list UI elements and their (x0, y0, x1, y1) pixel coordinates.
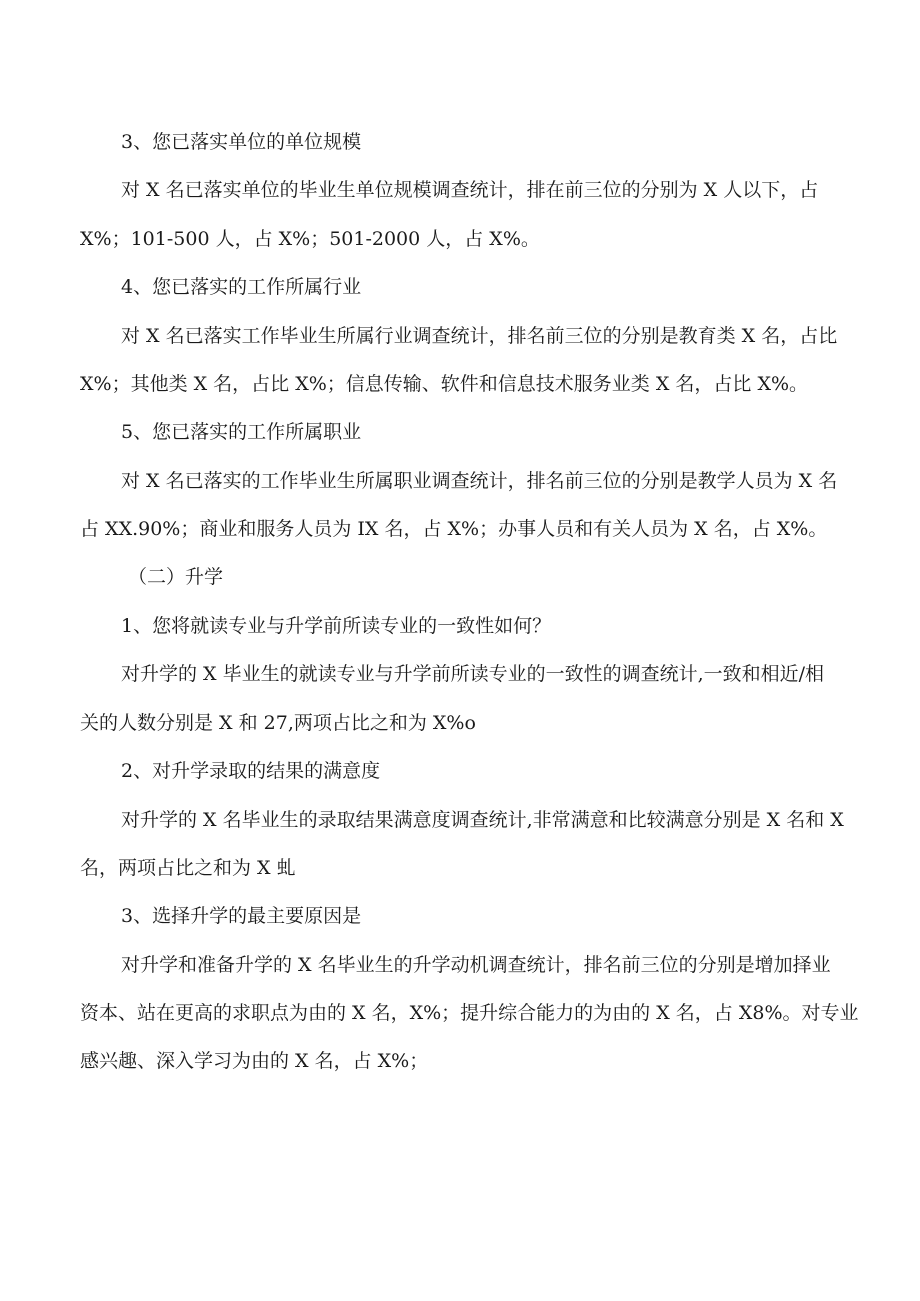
paragraph-line: 对 X 名已落实工作毕业生所属行业调查统计，排名前三位的分别是教育类 X 名，占比 (121, 325, 838, 347)
paragraph-line: 名，两项占比之和为 X 虬 (80, 857, 296, 879)
heading-industry: 4、您已落实的工作所属行业 (121, 276, 362, 298)
heading-main-reason: 3、选择升学的最主要原因是 (121, 905, 362, 927)
paragraph-line: X%；101-500 人，占 X%；501-2000 人，占 X%。 (80, 228, 540, 250)
heading-admission-satisfaction: 2、对升学录取的结果的满意度 (121, 760, 381, 782)
paragraph-line: 对升学和准备升学的 X 名毕业生的升学动机调查统计，排名前三位的分别是增加择业 (121, 954, 831, 976)
paragraph-line: 资本、站在更高的求职点为由的 X 名，X%；提升综合能力的为由的 X 名，占 X8%。对专业 (80, 1002, 859, 1024)
paragraph-line: 对升学的 X 毕业生的就读专业与升学前所读专业的一致性的调查统计,一致和相近/相 (121, 663, 825, 685)
paragraph-line: 对升学的 X 名毕业生的录取结果满意度调查统计,非常满意和比较满意分别是 X 名和 X (121, 809, 844, 831)
paragraph-line: 对 X 名已落实单位的毕业生单位规模调查统计，排在前三位的分别为 X 人以下，占 (121, 179, 819, 201)
paragraph-line: 对 X 名已落实的工作毕业生所属职业调查统计，排名前三位的分别是教学人员为 X 名 (121, 470, 838, 492)
paragraph-line: 关的人数分别是 X 和 27,两项占比之和为 X%o (80, 712, 476, 734)
heading-major-consistency: 1、您将就读专业与升学前所读专业的一致性如何？ (121, 615, 552, 637)
paragraph-line: 感兴趣、深入学习为由的 X 名，占 X%； (80, 1050, 429, 1072)
heading-further-study: （二）升学 (128, 566, 224, 588)
paragraph-line: 占 XX.90%；商业和服务人员为 IX 名，占 X%；办事人员和有关人员为 X 名，占 X%。 (80, 518, 828, 540)
heading-unit-scale: 3、您已落实单位的单位规模 (121, 131, 362, 153)
paragraph-line: X%；其他类 X 名，占比 X%；信息传输、软件和信息技术服务业类 X 名，占比 X%。 (80, 373, 809, 395)
heading-occupation: 5、您已落实的工作所属职业 (121, 421, 362, 443)
